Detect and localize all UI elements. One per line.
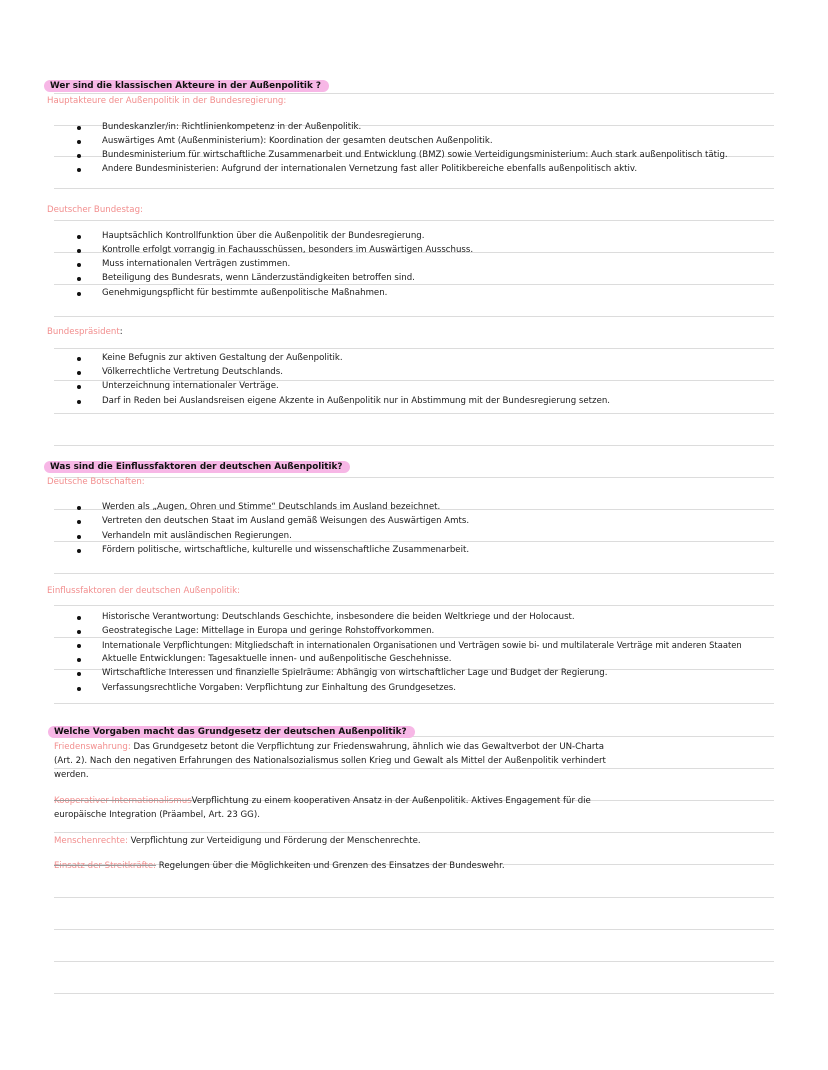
- list-item: Werden als „Augen, Ohren und Stimme“ Deutschlands im Ausland bezeichnet.: [102, 502, 441, 512]
- list-item: Beteiligung des Bundesrats, wenn Länderzuständigkeiten betroffen sind.: [102, 273, 415, 283]
- bullet-icon: [77, 277, 81, 281]
- bullet-icon: [77, 630, 81, 634]
- paragraph-line: (Art. 2). Nach den negativen Erfahrungen des Nationalsozialismus sollen Krieg und Gewalt als Mittel der Außenpolitik verhindert: [54, 756, 606, 766]
- bullet-icon: [77, 371, 81, 375]
- list-item: Genehmigungspflicht für bestimmte außenpolitische Maßnahmen.: [102, 288, 388, 298]
- bullet-icon: [77, 263, 81, 267]
- bullet-icon: [77, 235, 81, 239]
- bullet-icon: [77, 385, 81, 389]
- bullet-icon: [77, 506, 81, 510]
- ruled-line: [54, 703, 774, 704]
- section-title: Was sind die Einflussfaktoren der deutschen Außenpolitik?: [44, 462, 350, 473]
- ruled-line: [54, 832, 774, 833]
- list-item: Keine Befugnis zur aktiven Gestaltung der Außenpolitik.: [102, 353, 343, 363]
- ruled-line: [54, 284, 774, 285]
- ruled-line: [54, 573, 774, 574]
- list-item: Unterzeichnung internationaler Verträge.: [102, 381, 279, 391]
- bullet-icon: [77, 520, 81, 524]
- ruled-line: [54, 929, 774, 930]
- bullet-icon: [77, 249, 81, 253]
- bullet-icon: [77, 292, 81, 296]
- ruled-line: [54, 993, 774, 994]
- bullet-icon: [77, 672, 81, 676]
- bullet-icon: [77, 168, 81, 172]
- list-item: Auswärtiges Amt (Außenministerium): Koordination der gesamten deutschen Außenpolitik.: [102, 136, 493, 146]
- list-item: Geostrategische Lage: Mittellage in Europa und geringe Rohstoffvorkommen.: [102, 626, 435, 636]
- bullet-icon: [77, 154, 81, 158]
- list-item: Historische Verantwortung: Deutschlands Geschichte, insbesondere die beiden Weltkriege und der Holocaust.: [102, 612, 575, 622]
- bullet-icon: [77, 357, 81, 361]
- paragraph-line: Einsatz der Streitkräfte: Regelungen über die Möglichkeiten und Grenzen des Einsatzes der Bundeswehr.: [54, 861, 505, 871]
- subheading: Deutscher Bundestag:: [47, 205, 143, 215]
- bullet-icon: [77, 644, 81, 648]
- ruled-line: [54, 605, 774, 606]
- subheading: Hauptakteure der Außenpolitik in der Bundesregierung:: [47, 96, 287, 106]
- ruled-line: [54, 897, 774, 898]
- section-title: Welche Vorgaben macht das Grundgesetz der deutschen Außenpolitik?: [48, 727, 415, 738]
- list-item: Darf in Reden bei Auslandsreisen eigene Akzente in Außenpolitik nur in Abstimmung mit der Bundesregierung setzen.: [102, 396, 611, 406]
- list-item: Bundesministerium für wirtschaftliche Zusammenarbeit und Entwicklung (BMZ) sowie Verteidigungsministerium: Auch stark außenpolitisch tätig.: [102, 150, 728, 160]
- list-item: Verfassungsrechtliche Vorgaben: Verpflichtung zur Einhaltung des Grundgesetzes.: [102, 683, 456, 693]
- bullet-icon: [77, 616, 81, 620]
- list-item: Internationale Verpflichtungen: Mitgliedschaft in internationalen Organisationen und Verträgen sowie bi- und multilaterale Verträge mit anderen Staaten: [102, 640, 742, 650]
- ruled-line: [54, 445, 774, 446]
- ruled-line: [54, 637, 774, 638]
- ruled-line: [54, 316, 774, 317]
- paragraph-line: Friedenswahrung: Das Grundgesetz betont die Verpflichtung zur Friedenswahrung, ähnlich wie das Gewaltverbot der UN-Charta: [54, 742, 605, 752]
- list-item: Andere Bundesministerien: Aufgrund der internationalen Vernetzung fast aller Politikbereiche ebenfalls außenpolitisch aktiv.: [102, 164, 638, 174]
- paragraph-line: werden.: [54, 770, 89, 780]
- bullet-icon: [77, 535, 81, 539]
- paragraph-line: Menschenrechte: Verpflichtung zur Verteidigung und Förderung der Menschenrechte.: [54, 836, 421, 846]
- ruled-line: [54, 93, 774, 94]
- ruled-line: [54, 348, 774, 349]
- list-item: Aktuelle Entwicklungen: Tagesaktuelle innen- und außenpolitische Geschehnisse.: [102, 654, 452, 664]
- bullet-icon: [77, 140, 81, 144]
- bullet-icon: [77, 126, 81, 130]
- ruled-line: [54, 220, 774, 221]
- subheading: Deutsche Botschaften:: [47, 477, 145, 487]
- subheading: Einflussfaktoren der deutschen Außenpolitik:: [47, 586, 241, 596]
- ruled-line: [54, 477, 774, 478]
- paragraph-line: europäische Integration (Präambel, Art. 23 GG).: [54, 810, 260, 820]
- subheading: Bundespräsident:: [47, 327, 123, 337]
- bullet-icon: [77, 658, 81, 662]
- paragraph-line: Kooperativer InternationalismusVerpflichtung zu einem kooperativen Ansatz in der Außenpolitik. Aktives Engagement für die: [54, 796, 591, 806]
- section-title: Wer sind die klassischen Akteure in der Außenpolitik ?: [44, 81, 329, 92]
- list-item: Kontrolle erfolgt vorrangig in Fachausschüssen, besonders im Auswärtigen Ausschuss.: [102, 245, 474, 255]
- bullet-icon: [77, 400, 81, 404]
- list-item: Völkerrechtliche Vertretung Deutschlands.: [102, 367, 283, 377]
- list-item: Bundeskanzler/in: Richtlinienkompetenz in der Außenpolitik.: [102, 122, 362, 132]
- list-item: Vertreten den deutschen Staat im Ausland gemäß Weisungen des Auswärtigen Amts.: [102, 516, 470, 526]
- ruled-line: [54, 768, 774, 769]
- bullet-icon: [77, 687, 81, 691]
- ruled-line: [54, 188, 774, 189]
- list-item: Wirtschaftliche Interessen und finanzielle Spielräume: Abhängig von wirtschaftlicher Lage und Budget der Regierung.: [102, 668, 608, 678]
- ruled-line: [54, 413, 774, 414]
- bullet-icon: [77, 549, 81, 553]
- list-item: Hauptsächlich Kontrollfunktion über die Außenpolitik der Bundesregierung.: [102, 231, 425, 241]
- list-item: Muss internationalen Verträgen zustimmen.: [102, 259, 291, 269]
- ruled-line: [54, 961, 774, 962]
- list-item: Fördern politische, wirtschaftliche, kulturelle und wissenschaftliche Zusammenarbeit.: [102, 545, 470, 555]
- list-item: Verhandeln mit ausländischen Regierungen.: [102, 531, 292, 541]
